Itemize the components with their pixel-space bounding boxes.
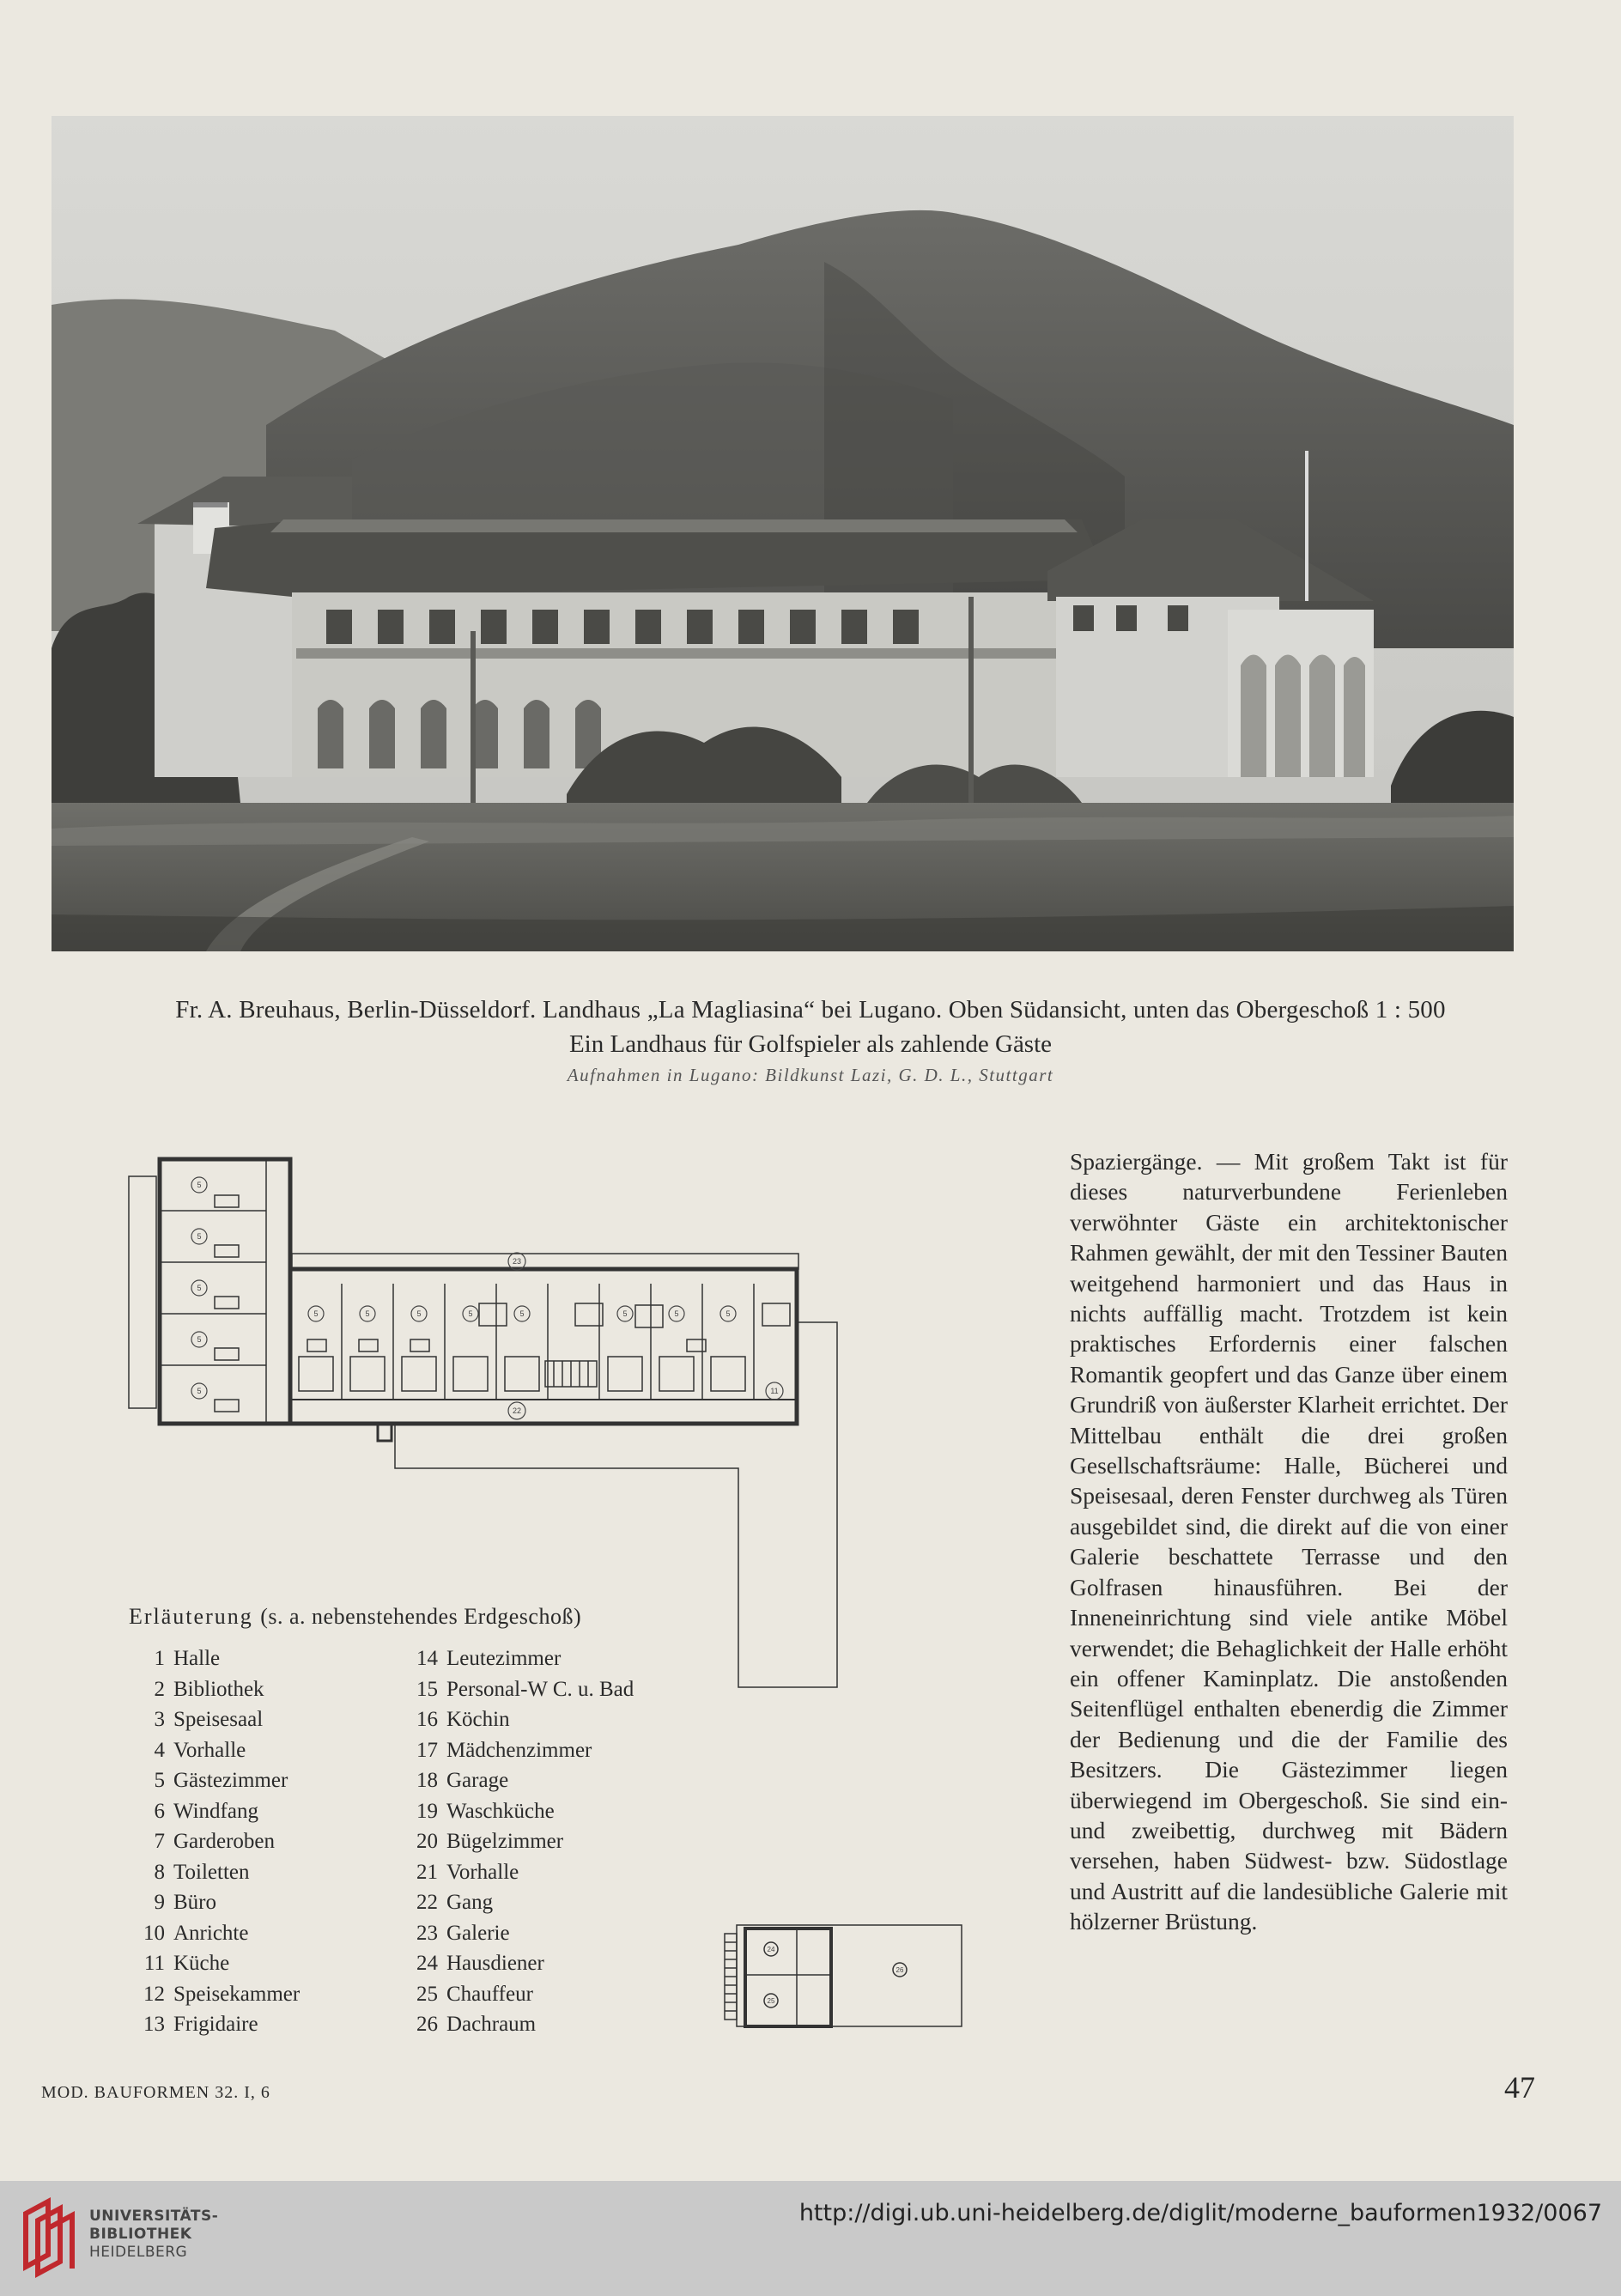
legend-label: Bibliothek [173, 1677, 264, 1701]
legend-number: 15 [416, 1677, 438, 1701]
legend-label: Waschküche [446, 1799, 555, 1823]
small-plan-label-c: 26 [895, 1966, 904, 1974]
legend-number: 7 [154, 1830, 165, 1853]
plan-label-guest: 5 [197, 1387, 202, 1395]
legend-item [402, 1643, 711, 1674]
villa-photograph [52, 116, 1514, 951]
legend-number: 5 [154, 1769, 165, 1792]
small-plan-label-b: 25 [767, 1997, 775, 2005]
legend-label: Speisesaal [173, 1708, 264, 1731]
legend-label: Vorhalle [446, 1860, 519, 1884]
plan-label-guest: 5 [197, 1284, 202, 1292]
legend-label: Personal-W C. u. Bad [446, 1677, 634, 1701]
legend-label: Gang [446, 1891, 494, 1914]
plan-label-guest: 5 [726, 1309, 731, 1318]
plan-label-guest: 5 [622, 1309, 628, 1318]
legend-item [129, 1704, 404, 1735]
legend-item [129, 1887, 404, 1918]
legend-item [129, 1826, 404, 1857]
legend-item [402, 2009, 711, 2040]
legend-number: 3 [154, 1708, 165, 1731]
article-paragraph: Spaziergänge. — Mit großem Takt ist für dieses naturverbundene Ferienleben verwöhnter Gäste ein architektonischer Rahmen gewählt, der mit den Tessiner Bauten weitgehend harmoniert und das Haus in nichts auffällig macht. Trotzdem ist kein praktisches Erfordernis einer falschen Romantik geopfert und das Ganze über einem Grundriß von äußerster Klarheit errichtet. Der Mittelbau enthält die drei großen Gesellschaftsräume: Halle, Bücherei und Speisesaal, deren Fenster durchweg als Türen ausgebildet sind, die direkt auf die von einer Galerie beschattete Terrasse und den Golfrasen hinausführen. Bei der Inneneinrichtung sind viele antike Möbel verwendet; die Behaglichkeit der Halle erhöht ein offener Kaminplatz. Die anstoßenden Seitenflügel enthalten ebenerdig die Zimmer der Bedienung und die der Familie des Besitzers. Die Gästezimmer liegen überwiegend im Obergeschoß. Sie sind ein- und zweibettig, durchweg mit Bädern versehen, haben Südwest- bzw. Südostlage und Austritt auf die landesübliche Galerie mit hölzerner Brüstung. [1070, 1148, 1508, 1935]
library-name[interactable] [89, 2208, 218, 2262]
legend-label: Gästezimmer [173, 1769, 288, 1792]
legend-label: Leutezimmer [446, 1647, 562, 1670]
legend-label: Galerie [446, 1921, 510, 1945]
legend-number: 2 [154, 1677, 165, 1701]
legend-heading: Erläuterung [129, 1604, 253, 1629]
legend-column-1 [129, 1643, 404, 2040]
legend-item [402, 1796, 711, 1827]
legend-number: 13 [143, 2013, 165, 2036]
plan-label-corridor: 22 [512, 1406, 522, 1415]
legend-number: 12 [143, 1982, 165, 2006]
plan-label-corner: 11 [770, 1387, 779, 1395]
legend-item [402, 1826, 711, 1857]
plan-label-guest: 5 [674, 1309, 679, 1318]
legend-item [129, 1918, 404, 1949]
legend-label: Anrichte [173, 1921, 249, 1945]
legend-label: Windfang [173, 1799, 258, 1823]
legend-label: Hausdiener [446, 1952, 544, 1975]
university-library-logo-icon[interactable] [19, 2195, 81, 2281]
legend-label: Dachraum [446, 2013, 537, 2036]
legend-label: Toiletten [173, 1860, 250, 1884]
legend-number: 22 [416, 1891, 438, 1914]
legend-label: Mädchenzimmer [446, 1738, 592, 1762]
legend-number: 4 [154, 1738, 165, 1762]
legend-number: 6 [154, 1799, 165, 1823]
legend-number: 10 [143, 1921, 165, 1945]
legend-number: 9 [154, 1891, 165, 1914]
legend-item [129, 1796, 404, 1827]
library-name-line-1: UNIVERSITÄTS- [89, 2208, 219, 2225]
legend-number: 17 [416, 1738, 438, 1762]
legend-item [402, 1918, 711, 1949]
page-number: 47 [1504, 2070, 1535, 2105]
legend-item [402, 1857, 711, 1888]
plan-label-guest: 5 [313, 1309, 319, 1318]
legend-item [129, 1643, 404, 1674]
legend-number: 25 [416, 1982, 438, 2006]
legend-number: 16 [416, 1708, 438, 1731]
legend-label: Speisekammer [173, 1982, 301, 2006]
small-plan-label-a: 24 [767, 1946, 775, 1953]
plan-label-guest: 5 [197, 1335, 202, 1344]
legend-number: 26 [416, 2013, 438, 2036]
legend-item [402, 1979, 711, 2010]
legend-label: Bügelzimmer [446, 1830, 564, 1853]
legend-label: Küche [173, 1952, 230, 1975]
plan-label-guest: 5 [365, 1309, 370, 1318]
legend-item [402, 1948, 711, 1979]
legend-number: 24 [416, 1952, 438, 1975]
caption-line-1: Fr. A. Breuhaus, Berlin-Düsseldorf. Landhaus „La Magliasina“ bei Lugano. Oben Südansicht, unten das Obergeschoß 1 : 500 [175, 996, 1446, 1023]
legend-label: Vorhalle [173, 1738, 246, 1762]
legend-subtitle: (s. a. nebenstehendes Erdgeschoß) [260, 1604, 582, 1629]
legend-title [129, 1604, 581, 1630]
legend-number: 14 [416, 1647, 438, 1670]
library-name-line-3: HEIDELBERG [89, 2244, 188, 2261]
legend-number: 19 [416, 1799, 438, 1823]
legend-item [402, 1887, 711, 1918]
permalink-url[interactable]: http://digi.ub.uni-heidelberg.de/diglit/moderne_bauformen1932/0067 [798, 2200, 1602, 2226]
plan-label-guest: 5 [468, 1309, 473, 1318]
article-text [1070, 1146, 1508, 1937]
legend-column-2 [402, 1643, 711, 2040]
journal-reference: MOD. BAUFORMEN 32. I, 6 [41, 2083, 270, 2102]
legend-label: Halle [173, 1647, 221, 1670]
legend-number: 18 [416, 1769, 438, 1792]
legend-item [402, 1735, 711, 1766]
legend-label: Garderoben [173, 1830, 275, 1853]
legend-label: Chauffeur [446, 1982, 533, 2006]
plan-label-guest: 5 [197, 1232, 202, 1241]
legend-item [129, 1735, 404, 1766]
legend-item [129, 1765, 404, 1796]
legend-item [129, 2009, 404, 2040]
attic-plan [719, 1916, 968, 2033]
plan-label-gallery: 23 [512, 1257, 522, 1266]
legend-label: Köchin [446, 1708, 510, 1731]
library-footer-bar [0, 2181, 1621, 2296]
legend-number: 8 [154, 1860, 165, 1884]
caption-line-2: Ein Landhaus für Golfspieler als zahlende Gäste [568, 1030, 1053, 1058]
photo-credit: Aufnahmen in Lugano: Bildkunst Lazi, G. D. L., Stuttgart [567, 1065, 1054, 1085]
plan-label-guest: 5 [197, 1181, 202, 1189]
legend-item [129, 1674, 404, 1705]
plan-label-guest: 5 [519, 1309, 525, 1318]
legend-item [129, 1979, 404, 2010]
legend-number: 20 [416, 1830, 438, 1853]
legend-item [402, 1674, 711, 1705]
legend-number: 23 [416, 1921, 438, 1945]
legend-item [402, 1765, 711, 1796]
legend-item [129, 1948, 404, 1979]
legend-number: 11 [143, 1952, 165, 1975]
villa-photo-illustration [52, 116, 1514, 951]
library-name-line-2: BIBLIOTHEK [89, 2226, 192, 2243]
legend-item [402, 1704, 711, 1735]
legend-item [129, 1857, 404, 1888]
legend-number: 1 [154, 1647, 165, 1670]
legend-label: Garage [446, 1769, 509, 1792]
legend-number: 21 [416, 1860, 438, 1884]
plan-label-guest: 5 [416, 1309, 422, 1318]
legend-label: Büro [173, 1891, 216, 1914]
legend-label: Frigidaire [173, 2013, 258, 2036]
